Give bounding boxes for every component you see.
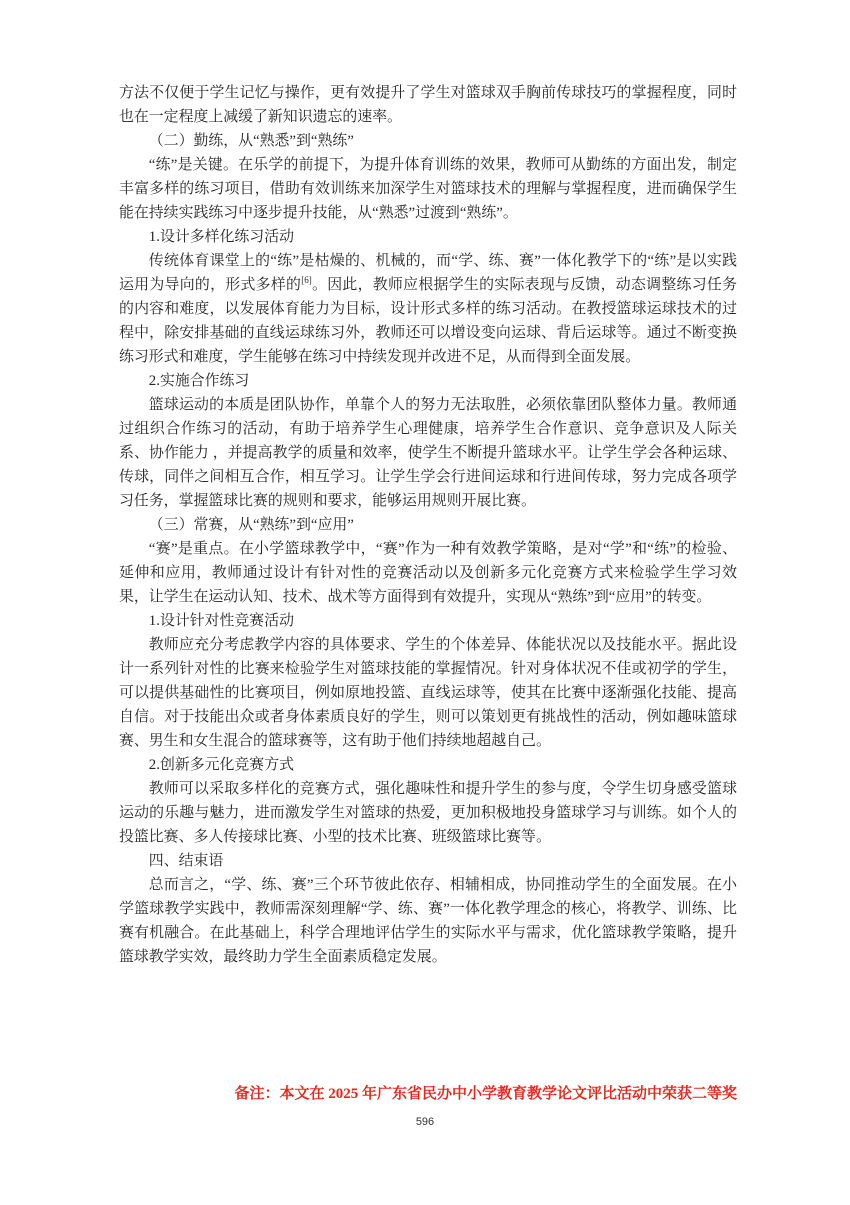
- sub-heading: 1.设计多样化练习活动: [148, 229, 294, 245]
- paragraph-text: 。因此，教师应根据学生的实际表现与反馈，动态调整练习任务的内容和难度，以发展体育能力为目标，设计形式多样的练习活动。在教授篮球运球技术的过程中，除安排基础的直线运球练习外，教师还可以增设变向运球、背后运球等。通过不断变换练习形式和难度，学生能够在练习中持续发现并改进不足，从而得到全面发展。: [119, 277, 737, 365]
- paragraph: 总而言之，“学、练、赛”三个环节彼此依存、相辅相成，协同推动学生的全面发展。在小学篮球教学实践中，教师需深刻理解“学、练、赛”一体化教学理念的核心，将教学、训练、比赛有机融合。在此基础上，科学合理地评估学生的实际水平与需求，优化篮球教学策略，提升篮球教学实效，最终助力学生全面素质稳定发展。: [119, 877, 737, 965]
- paragraph: “练”是关键。在乐学的前提下，为提升体育训练的效果，教师可从勤练的方面出发，制定丰富多样的练习项目，借助有效训练来加深学生对篮球技术的理解与掌握程度，进而确保学生能在持续实践练习中逐步提升技能，从“熟悉”过渡到“熟练”。: [119, 157, 737, 221]
- sub-heading: 1.设计针对性竞赛活动: [148, 613, 294, 629]
- page-content: [119, 81, 737, 969]
- sub-heading: 2.创新多元化竞赛方式: [148, 757, 294, 773]
- paragraph: “赛”是重点。在小学篮球教学中，“赛”作为一种有效教学策略，是对“学”和“练”的检验、延伸和应用，教师通过设计有针对性的竞赛活动以及创新多元化竞赛方式来检验学生学习效果，让学生在运动认知、技术、战术等方面得到有效提升，实现从“熟练”到“应用”的转变。: [119, 541, 737, 605]
- paragraph: [119, 249, 737, 369]
- sub-heading: 2.实施合作练习: [148, 373, 250, 389]
- paragraph: 篮球运动的本质是团队协作，单靠个人的努力无法取胜，必须依靠团队整体力量。教师通过组织合作练习的活动，有助于培养学生心理健康，培养学生合作意识、竞争意识及人际关系、协作能力 ，并提高教学的质量和效率，使学生不断提升篮球水平。让学生学会各种运球、传球，同伴之间相互合作，相互学习。让学生学会行进间运球和行进间传球，努力完成各项学习任务，掌握篮球比赛的规则和要求，能够运用规则开展比赛。: [119, 397, 737, 509]
- paragraph: 方法不仅便于学生记忆与操作，更有效提升了学生对篮球双手胸前传球技巧的掌握程度，同时也在一定程度上减缓了新知识遗忘的速率。: [119, 85, 737, 125]
- award-note: 备注：本文在 2025 年广东省民办中小学教育教学论文评比活动中荣获二等奖: [234, 1086, 737, 1102]
- paragraph: 教师可以采取多样化的竞赛方式，强化趣味性和提升学生的参与度，令学生切身感受篮球运动的乐趣与魅力，进而激发学生对篮球的热爱，更加积极地投身篮球学习与训练。如个人的投篮比赛、多人传接球比赛、小型的技术比赛、班级篮球比赛等。: [119, 781, 737, 845]
- paragraph: 教师应充分考虑教学内容的具体要求、学生的个体差异、体能状况以及技能水平。据此设计一系列针对性的比赛来检验学生对篮球技能的掌握情况。针对身体状况不佳或初学的学生，可以提供基础性的比赛项目，例如原地投篮、直线运球等，使其在比赛中逐渐强化技能、提高自信。对于技能出众或者身体素质良好的学生，则可以策划更有挑战性的活动，例如趣味篮球赛、男生和女生混合的篮球赛等，这有助于他们持续地超越自己。: [119, 637, 737, 749]
- page-number: 596: [415, 1116, 435, 1128]
- paragraph-text: 传统体育课堂上的“练”是枯燥的、机械的，而“学、练、赛”一体化教学下的“练”是以实践运用为导向的，形式多样的: [119, 253, 737, 293]
- section-heading: （三）常赛，从“熟练”到“应用”: [148, 517, 354, 533]
- section-heading: （二）勤练，从“熟悉”到“熟练”: [148, 133, 354, 149]
- reference-superscript: [6]: [301, 275, 312, 286]
- chapter-heading: 四、结束语: [148, 853, 224, 869]
